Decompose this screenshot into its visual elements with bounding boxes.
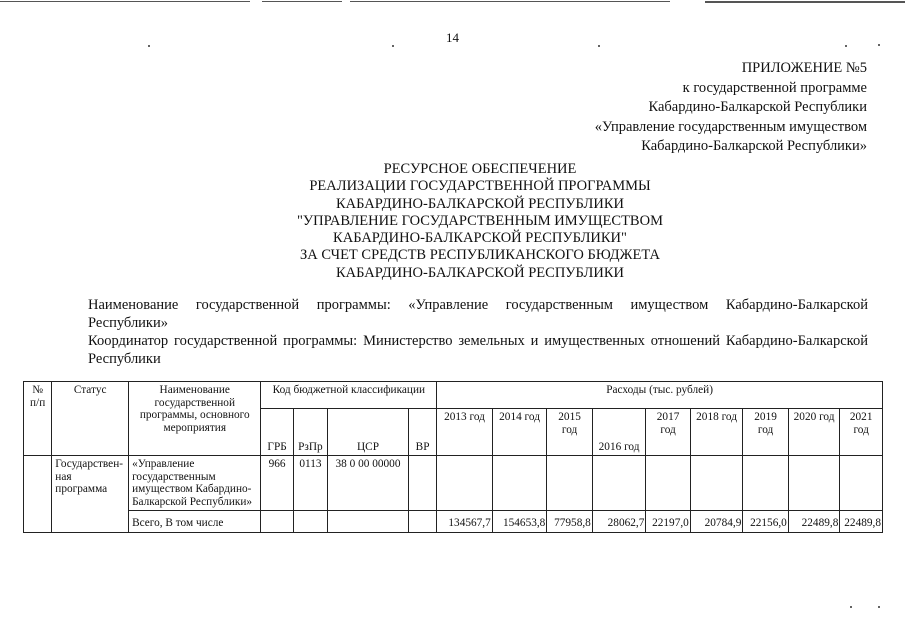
- program-name-paragraph: Наименование государственной программы: «Управление государственным имуществом Кабардино-Балкарской Республики»: [88, 297, 868, 331]
- header-num: № п/п: [24, 382, 52, 456]
- cell-empty: [690, 456, 743, 511]
- header-grb: ГРБ: [261, 409, 293, 456]
- budget-table: [23, 381, 883, 533]
- header-year: 2017 год: [646, 409, 690, 456]
- cell-rzpr: 0113: [293, 456, 327, 511]
- cell-empty: [547, 456, 592, 511]
- cell-empty: [840, 456, 883, 511]
- scan-speck: [850, 606, 852, 608]
- cell-program-name: «Управление государственным имуществом Кабардино-Балкарской Республики»: [129, 456, 261, 511]
- cell-amount: 22197,0: [646, 511, 690, 533]
- cell-amount: 22489,8: [840, 511, 883, 533]
- title-line: РЕАЛИЗАЦИИ ГОСУДАРСТВЕННОЙ ПРОГРАММЫ: [309, 178, 651, 195]
- cell-csr: 38 0 00 00000: [328, 456, 409, 511]
- appendix-line: Кабардино-Балкарской Республики»: [641, 138, 867, 154]
- cell-total-label: Всего, В том числе: [129, 511, 261, 533]
- appendix-header: [595, 59, 867, 157]
- cell-amount: 20784,9: [690, 511, 743, 533]
- cell-empty: [492, 456, 547, 511]
- scan-speck: [878, 606, 880, 608]
- scan-top-edge: [0, 0, 905, 4]
- header-status: Статус: [52, 382, 129, 456]
- cell-empty: [328, 511, 409, 533]
- cell-amount: 28062,7: [592, 511, 646, 533]
- header-year: 2015 год: [547, 409, 592, 456]
- appendix-line: «Управление государственным имуществом: [594, 118, 867, 135]
- header-year: 2013 год: [437, 409, 493, 456]
- header-code-group: Код бюджетной классификации: [261, 382, 437, 409]
- cell-empty: [788, 456, 840, 511]
- page-number: 14: [446, 30, 459, 45]
- header-year: 2019 год: [743, 409, 788, 456]
- appendix-line: Кабардино-Балкарской Республики: [648, 99, 867, 115]
- title-line: РЕСУРСНОЕ ОБЕСПЕЧЕНИЕ: [383, 161, 577, 177]
- header-year: 2016 год: [592, 409, 646, 456]
- cell-num: [24, 456, 52, 533]
- header-vr: ВР: [408, 409, 436, 456]
- header-year: 2014 год: [492, 409, 547, 456]
- coordinator-paragraph: Координатор государственной программы: Министерство земельных и имущественных отношений Кабардино-Балкарской Республики: [88, 333, 868, 367]
- table-row: [24, 456, 883, 511]
- cell-empty: [743, 456, 788, 511]
- cell-amount: 154653,8: [492, 511, 547, 533]
- cell-amount: 22489,8: [788, 511, 840, 533]
- header-year: 2020 год: [788, 409, 840, 456]
- table-header-row: [24, 382, 883, 409]
- header-csr: ЦСР: [328, 409, 409, 456]
- cell-vr: [408, 456, 436, 511]
- appendix-title: ПРИЛОЖЕНИЕ №5: [741, 60, 867, 76]
- table-row: [24, 511, 883, 533]
- cell-empty: [261, 511, 293, 533]
- cell-empty: [646, 456, 690, 511]
- cell-amount: 77958,8: [547, 511, 592, 533]
- cell-status: Государствен-ная программа: [52, 456, 129, 533]
- cell-grb: 966: [261, 456, 293, 511]
- header-expenses-group: Расходы (тыс. рублей): [437, 382, 883, 409]
- title-line: КАБАРДИНО-БАЛКАРСКОЙ РЕСПУБЛИКИ: [336, 264, 624, 281]
- cell-empty: [437, 456, 493, 511]
- appendix-line: к государственной программе: [682, 79, 867, 96]
- title-line: ЗА СЧЕТ СРЕДСТВ РЕСПУБЛИКАНСКОГО БЮДЖЕТА: [299, 247, 660, 264]
- header-year: 2018 год: [690, 409, 743, 456]
- cell-empty: [408, 511, 436, 533]
- header-year: 2021 год: [840, 409, 883, 456]
- title-line: КАБАРДИНО-БАЛКАРСКОЙ РЕСПУБЛИКИ": [333, 230, 627, 247]
- cell-empty: [592, 456, 646, 511]
- title-line: "УПРАВЛЕНИЕ ГОСУДАРСТВЕННЫМ ИМУЩЕСТВОМ: [297, 212, 663, 229]
- header-name: Наименование государственной программы, основного мероприятия: [129, 382, 261, 456]
- cell-amount: 134567,7: [437, 511, 493, 533]
- document-title: [180, 161, 780, 282]
- cell-amount: 22156,0: [743, 511, 788, 533]
- header-rzpr: РзПр: [293, 409, 327, 456]
- cell-empty: [293, 511, 327, 533]
- title-line: КАБАРДИНО-БАЛКАРСКОЙ РЕСПУБЛИКИ: [336, 195, 624, 212]
